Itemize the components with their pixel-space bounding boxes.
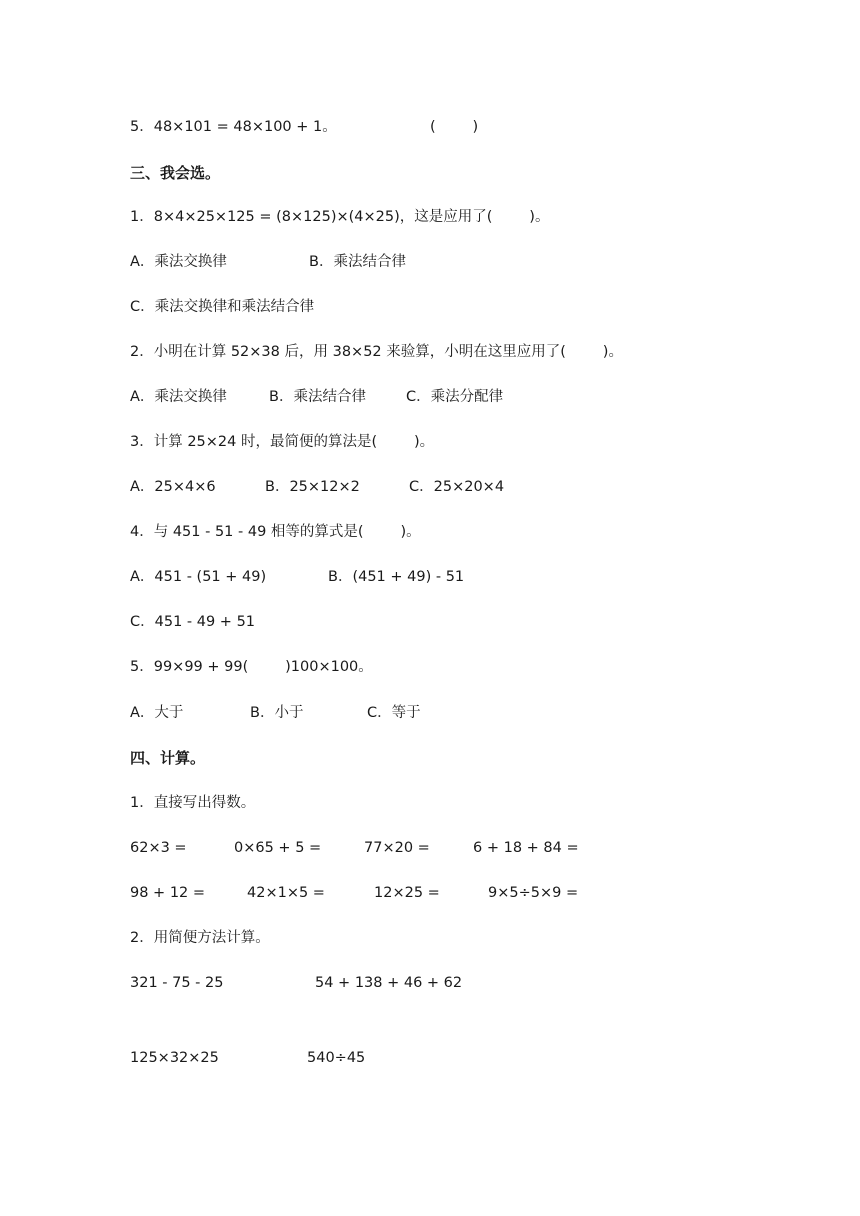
option-a: A．乘法交换律 <box>130 254 227 270</box>
calc-item: 6 + 18 + 84 = <box>473 840 579 856</box>
option-a: A．451 - (51 + 49) <box>130 569 267 585</box>
question-3-5: 5．99×99 + 99( )100×100。 <box>130 659 373 675</box>
calc-item: 9×5÷5×9 = <box>488 885 579 901</box>
calc-item: 12×25 = <box>374 885 440 901</box>
option-c: C．等于 <box>367 705 421 721</box>
calc-item: 540÷45 <box>307 1050 366 1066</box>
calc-item: 42×1×5 = <box>247 885 325 901</box>
calc-item: 77×20 = <box>364 840 430 856</box>
question-3-2: 2．小明在计算 52×38 后，用 38×52 来验算，小明在这里应用了( )。 <box>130 344 623 360</box>
calc-item: 98 + 12 = <box>130 885 206 901</box>
option-c: C．451 - 49 + 51 <box>130 614 256 630</box>
question-3-1: 1．8×4×25×125 = (8×125)×(4×25)，这是应用了( )。 <box>130 209 550 225</box>
simplify-row-1 <box>130 973 463 1033</box>
option-a: A．大于 <box>130 705 184 721</box>
option-b: B．25×12×2 <box>265 479 360 495</box>
question-3-4: 4．与 451 - 51 - 49 相等的算式是( )。 <box>130 524 421 540</box>
calc-item: 62×3 = <box>130 840 187 856</box>
simplify-row-2 <box>130 1048 366 1108</box>
option-a: A．25×4×6 <box>130 479 216 495</box>
option-b: B．小于 <box>250 705 304 721</box>
calc-item: 125×32×25 <box>130 1050 219 1066</box>
option-b: B．乘法结合律 <box>309 254 406 270</box>
calc-item: 321 - 75 - 25 <box>130 975 224 991</box>
option-b: B．乘法结合律 <box>269 389 366 405</box>
question-4-1: 1．直接写出得数。 <box>130 795 256 811</box>
option-c: C．25×20×4 <box>409 479 505 495</box>
option-c: C．乘法分配律 <box>406 389 504 405</box>
question-text: 5．48×101 = 48×100 + 1。 <box>130 119 337 135</box>
option-b: B．(451 + 49) - 51 <box>328 569 465 585</box>
question-4-2: 2．用简便方法计算。 <box>130 930 270 946</box>
calc-item: 54 + 138 + 46 + 62 <box>315 975 463 991</box>
option-a: A．乘法交换律 <box>130 389 227 405</box>
section-heading-choose: 三、我会选。 <box>130 164 221 182</box>
section-heading-calculate: 四、计算。 <box>130 749 206 767</box>
answer-blank: ( ) <box>430 119 479 135</box>
option-c: C．乘法交换律和乘法结合律 <box>130 299 315 315</box>
question-3-3: 3．计算 25×24 时，最简便的算法是( )。 <box>130 434 435 450</box>
calc-item: 0×65 + 5 = <box>234 840 322 856</box>
